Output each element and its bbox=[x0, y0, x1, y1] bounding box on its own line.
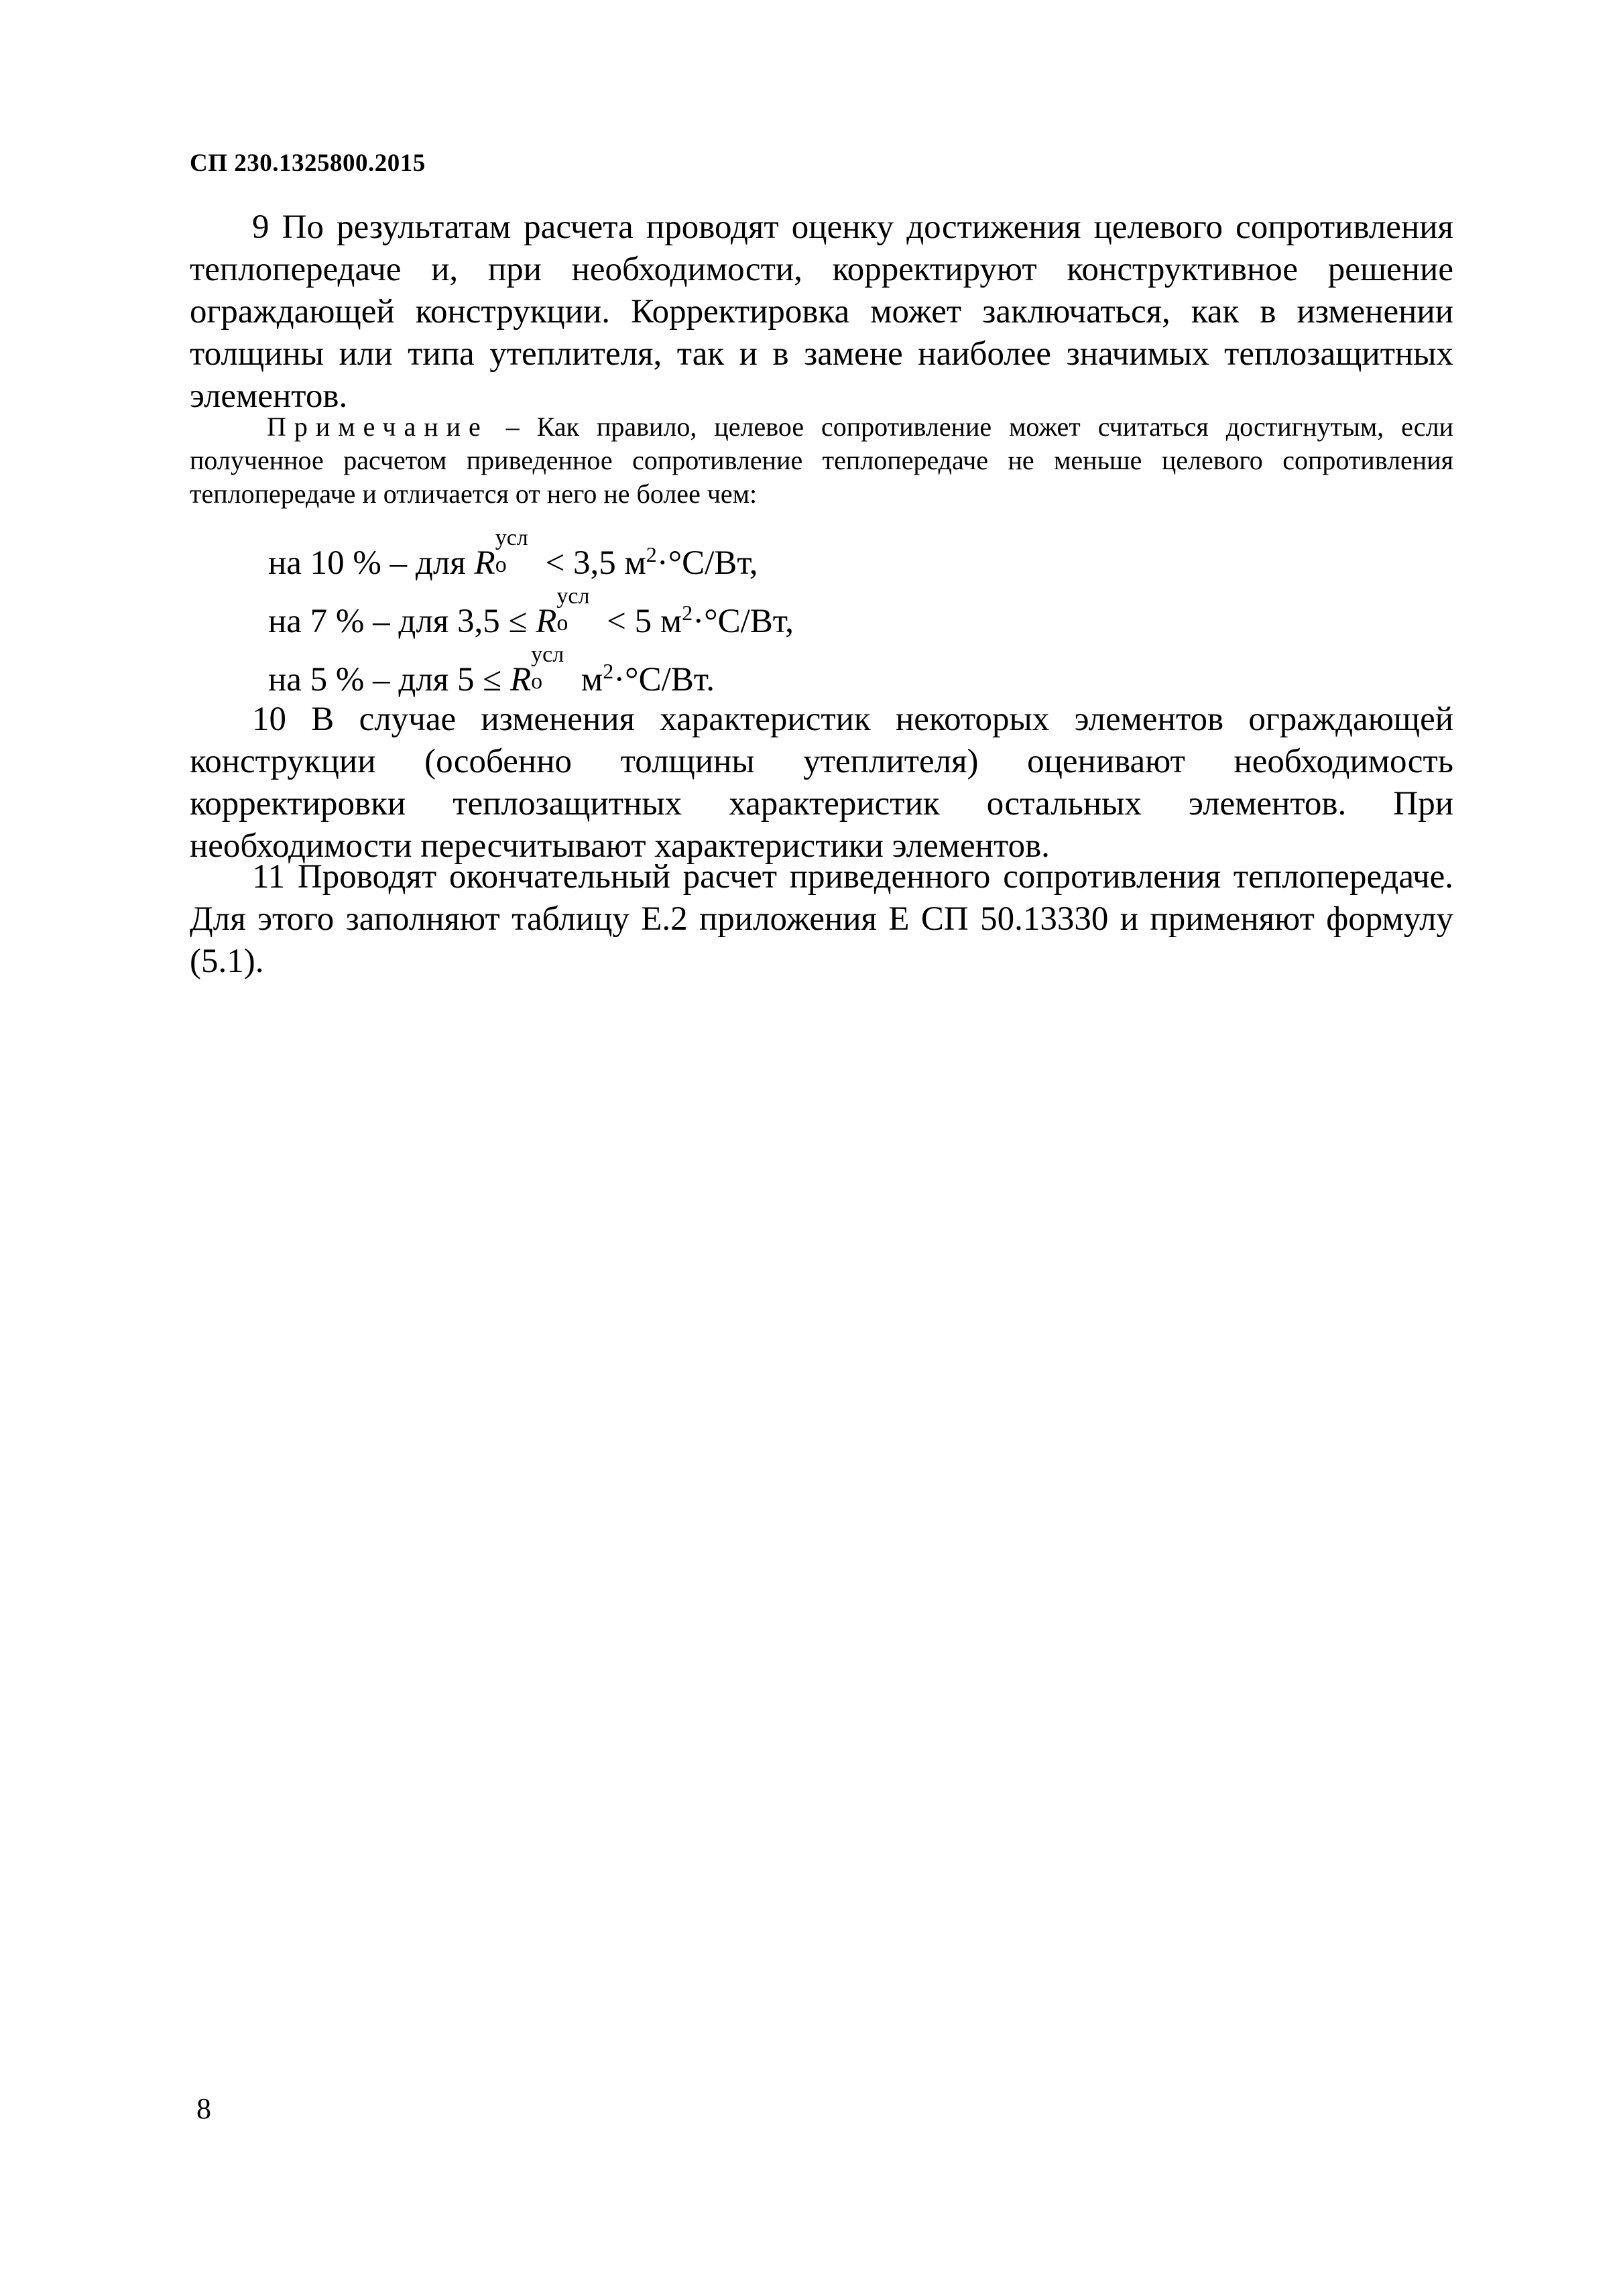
paragraph-10-text: 10 В случае изменения характеристик некоторых элементов ограждающей конструкции (особенно толщины утеплителя) оценивают необходимость корректировки теплозащитных характеристик остальных элементов. При необходимости пересчитывают характеристики элементов. bbox=[190, 701, 1453, 865]
note-text: – Как правило, целевое сопротивление может считаться достигнутым, если полученное расчетом приведенное сопротивление теплопередаче не меньше целевого сопротивления теплопередаче и отличается от него не более чем: bbox=[190, 412, 1453, 509]
note-label: Примечание bbox=[267, 412, 489, 442]
paragraph-11 bbox=[190, 856, 1453, 983]
condition-7-percent: на 7 % – для 3,5 ≤ R усл о < 5 $м^2\cdot^\circ С/Вт$, bbox=[268, 584, 794, 640]
condition-10-percent: на 10 % – для R усл о < 3,5 $м^2\cdot^\circ С/Вт$, bbox=[268, 526, 758, 582]
paragraph-11-text: 11 Проводят окончательный расчет приведенного сопротивления теплопередаче. Для этого заполняют таблицу Е.2 приложения Е СП 50.13330 и применяют формулу (5.1). bbox=[190, 858, 1453, 980]
note bbox=[190, 410, 1453, 511]
paragraph-10 bbox=[190, 699, 1453, 867]
paragraph-9-text: 9 По результатам расчета проводят оценку достижения целевого сопротивления теплопередаче и, при необходимости, корректируют конструктивное решение ограждающей конструкции. Корректировка может заключаться, как в изменении толщины или типа утеплителя, так и в замене наиболее значимых теплозащитных элементов. bbox=[190, 208, 1453, 415]
page-number: 8 bbox=[196, 2092, 211, 2125]
paragraph-9 bbox=[190, 206, 1453, 418]
document-code: СП 230.1325800.2015 bbox=[190, 149, 426, 177]
condition-5-percent: на 5 % – для 5 ≤ R усл о $м^2\cdot^\circ С/Вт$. bbox=[268, 642, 715, 699]
